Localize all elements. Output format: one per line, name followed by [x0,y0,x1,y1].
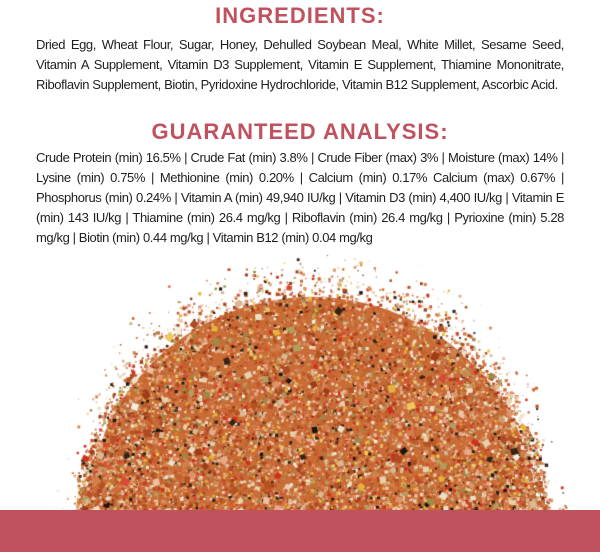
ingredients-heading: INGREDIENTS: [215,3,385,28]
guaranteed-analysis-heading: GUARANTEED ANALYSIS: [151,119,449,144]
guaranteed-analysis-text: Crude Protein (min) 16.5% | Crude Fat (min) 3.8% | Crude Fiber (max) 3% | Moisture (max) 14% | Lysine (min) 0.75% | Methionine (min) 0.20% | Calcium (min) 0.17% Calcium (max) 0.67% | Phosphorus (min) 0.24% | Vitamin A (min) 49,940 IU/kg | Vitamin D3 (min) 4,400 IU/kg | Vitamin E (min) 143 IU/kg | Thiamine (min) 26.4 mg/kg | Riboflavin (min) 26.4 mg/kg | Pyrioxine (min) 5.28 mg/kg | Biotin (min) 0.44 mg/kg | Vitamin B12 (min) 0.04 mg/kg [36,150,564,245]
footer-bar [0,510,600,552]
product-photo [0,252,600,513]
ingredients-text: Dried Egg, Wheat Flour, Sugar, Honey, Dehulled Soybean Meal, White Millet, Sesame Seed, Vitamin A Supplement, Vitamin D3 Supplement, Vitamin E Supplement, Thiamine Mononitrate, Riboflavin Supplement, Biotin, Pyridoxine Hydrochloride, Vitamin B12 Supplement, Ascorbic Acid. [36,37,564,92]
